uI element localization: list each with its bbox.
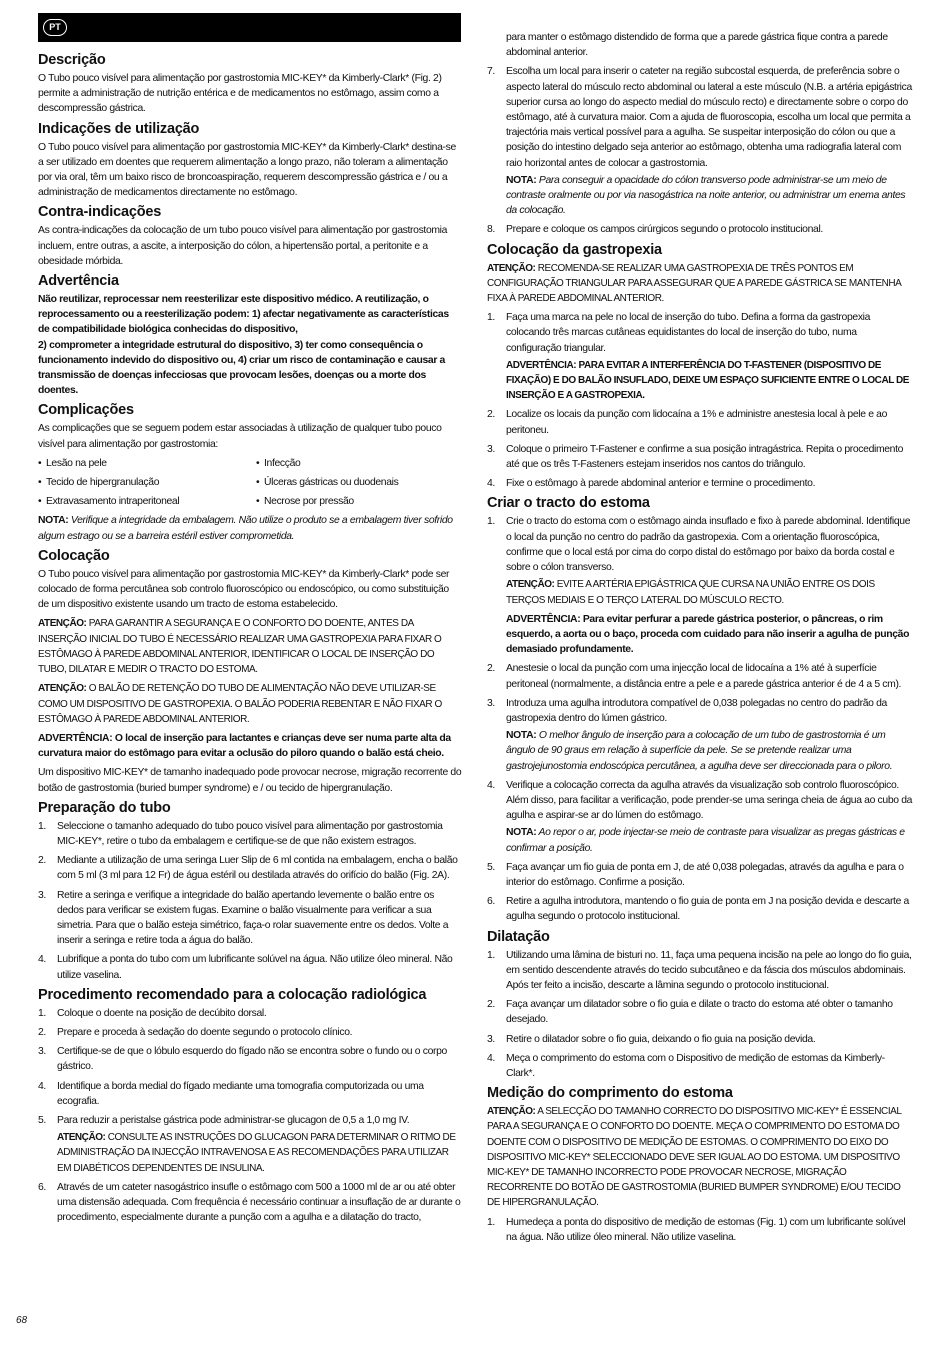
list-item: 3. Retire a seringa e verifique a integridade do balão apertando levemente o balão entre os dedos para verificar se existem fugas. Examine o balão visualmente para verificar a sua simetria. Para que o balão esteja simétrico, faça-o rolar suavemente entre os dedos. Volte a inserir a seringa e retire toda a água do balão.: [38, 889, 449, 947]
tracto-advertencia-1: ADVERTÊNCIA: Para evitar perfurar a parede gástrica posterior, o pâncreas, o rim esquerdo, a aorta ou o baço, proceda com cuidado para não inserir a agulha de punção demasiado profundamente.: [506, 613, 910, 656]
section-title-medicao: Medição do comprimento do estoma: [487, 1085, 733, 1102]
list-item: 4. Identifique a borda medial do fígado mediante uma tomografia computorizada ou uma ecografia.: [38, 1080, 424, 1107]
medicao-list: [487, 1215, 913, 1245]
list-item: 1. Coloque o doente na posição de decúbito dorsal.: [38, 1007, 267, 1019]
section-title-dilatacao: Dilatação: [487, 928, 550, 945]
tracto-nota-3: NOTA: O melhor ângulo de inserção para a colocação de um tubo de gastrostomia é um ângulo de 90 graus em relação à superfície da pele. Se se pretende realizar uma gastrojejunostomia endoscópica percutânea, a agulha deve ser direccionada para o piloro.: [506, 730, 893, 772]
colocacao-text: O Tubo pouco visível para alimentação por gastrostomia MIC-KEY* da Kimberly-Clark* pode ser colocado de forma percutânea sob controlo fluoroscópico ou endoscópico, ou como substituição de um dispositivo existente usando um tracto de estoma estabelecido.: [38, 568, 450, 611]
tracto-atencao-1: ATENÇÃO: EVITE A ARTÉRIA EPIGÁSTRICA QUE CURSA NA UNIÃO ENTRE OS DOIS TERÇOS MEDIAIS E O TERÇO LATERAL DO MÚSCULO RECTO.: [506, 579, 875, 606]
colocacao-atencao-2: ATENÇÃO: O BALÃO DE RETENÇÃO DO TUBO DE ALIMENTAÇÃO NÃO DEVE UTILIZAR-SE COMO UM DISPOSITIVO DE GASTROPEXIA. O BALÃO PODERIA REBENTAR E NÃO FIXAR O ESTÔMAGO À PAREDE ABDOMINAL ANTERIOR.: [38, 683, 442, 725]
list-item: 2. Mediante a utilização de uma seringa Luer Slip de 6 ml contida na embalagem, encha o balão com 5 ml (3 ml para 12 Fr) de água estéril ou destilada através do orifício do balão (Fig. 2A).: [38, 855, 458, 882]
list-item: 6. Retire a agulha introdutora, mantendo o fio guia de ponta em J na posição devida e descarte a agulha segundo o protocolo institucional.: [487, 896, 909, 923]
list-item: 3. Introduza uma agulha introdutora compatível de 0,038 polegadas no centro do padrão da gastropexia dentro do lúmen gástrico. NOTA: O melhor ângulo de inserção para a colocação de um tubo de gastrostomia é um ângulo de 90 graus em relação à superfície da pele. Se se pretende realizar uma gastrojejunostomia endoscópica percutânea, a agulha deve ser direccionada para o piloro.: [487, 696, 913, 774]
list-item: • Infecção: [256, 456, 456, 471]
list-item: 2. Faça avançar um dilatador sobre o fio guia e dilate o tracto do estoma até obter o tamanho desejado.: [487, 999, 893, 1026]
tracto-list: [487, 514, 913, 924]
list-item: • Lesão na pele: [38, 456, 256, 471]
descricao-text: O Tubo pouco visível para alimentação por gastrostomia MIC-KEY* da Kimberly-Clark* (Fig. 2) permite a administração de nutrição entérica e de medicamentos no estômago, assim como a descompressão gástrica.: [38, 73, 442, 115]
list-item: 4. Fixe o estômago à parede abdominal anterior e termine o procedimento.: [487, 478, 816, 490]
list-item: para manter o estômago distendido de forma que a parede gástrica fique contra a parede abdominal anterior.: [506, 32, 888, 59]
list-item: 4. Lubrifique a ponta do tubo com um lubrificante solúvel na água. Não utilize óleo mineral. Não utilize vaselina.: [38, 954, 453, 981]
medicao-atencao: ATENÇÃO: A SELECÇÃO DO TAMANHO CORRECTO DO DISPOSITIVO MIC-KEY* É ESSENCIAL PARA A SEGURANÇA E O CONFORTO DO DOENTE. MEÇA O COMPRIMENTO DO ESTOMA DO DOENTE COM O DISPOSITIVO DE MEDIÇÃO DE ESTOMAS. O COMPRIMENTO DO EIXO DO DISPOSITIVO MIC-KEY* SELECCIONADO DEVE SER IGUAL AO DO ESTOMA. UM DISPOSITIVO MIC-KEY* DE TAMANHO INCORRECTO PODE PROVOCAR NECROSE, MIGRAÇÃO RECORRENTE DO BOTÃO DE GASTROSTOMIA (BURIED BUMPER SYNDROME) E/OU TECIDO DE HIPERGRANULAÇÃO.: [487, 1106, 902, 1209]
complicacoes-nota: NOTA: Verifique a integridade da embalagem. Não utilize o produto se a embalagem tiver sofrido algum estrago ou se a barreira estéril estiver comprometida.: [38, 515, 453, 542]
section-title-procedimento: Procedimento recomendado para a colocação radiológica: [38, 986, 427, 1003]
complicacoes-intro: As complicações que se seguem podem estar associadas à utilização de qualquer tubo pouco visível para alimentação por gastrostomia:: [38, 423, 442, 450]
page-number: 68: [16, 1315, 28, 1326]
complicacoes-list: [38, 456, 462, 510]
section-title-gastropexia: Colocação da gastropexia: [487, 241, 662, 258]
list-item: 3. Certifique-se de que o lóbulo esquerdo do fígado não se encontra sobre o fundo ou o corpo gástrico.: [38, 1046, 447, 1073]
section-title-indicacoes: Indicações de utilização: [38, 120, 200, 137]
list-item: 1. Humedeça a ponta do dispositivo de medição de estomas (Fig. 1) com um lubrificante solúvel na água. Não utilize óleo mineral. Não utilize vaselina.: [487, 1216, 906, 1243]
language-badge: PT: [43, 19, 67, 36]
procedimento-list: [38, 1006, 462, 1226]
colocacao-text-2: Um dispositivo MIC-KEY* de tamanho inadequado pode provocar necrose, migração recorrente do botão de gastrostomia (buried bumper syndrome) e / ou tecido de hipergranulação.: [38, 767, 462, 794]
list-item: 7. Escolha um local para inserir o cateter na região subcostal esquerda, de preferência sobre o aspecto lateral do músculo recto abdominal ou lateral a este músculo (N.B. a artéria epigástrica superior cursa ao longo do aspecto medial do músculo recto) e directamente sobre o corpo do estômago, até à curvatura maior. Com a ajuda de fluoroscopia, escolha um local que permita a trajectória mais vertical possível para a agulha. Se suspeitar interposição do cólon ou que a posição do intestino delgado seja anterior ao estômago, obtenha uma radiografia lateral com raio horizontal antes de colocar a gastrostomia. NOTA: Para conseguir a opacidade do cólon transverso pode administrar-se um meio de contraste oralmente ou por via nasogástrica na noite anterior, ou administrar um enema antes da colocação.: [487, 64, 913, 218]
procedimento-list-cont: [487, 30, 913, 238]
section-title-colocacao: Colocação: [38, 547, 110, 564]
list-item: • Tecido de hipergranulação: [38, 475, 256, 490]
list-item: 5. Para reduzir a peristalse gástrica pode administrar-se glucagon de 0,5 a 1,0 mg IV. ATENÇÃO: CONSULTE AS INSTRUÇÕES DO GLUCAGON PARA DETERMINAR O RITMO DE ADMINISTRAÇÃO DA INJECÇÃO INTRAVENOSA E AS RECOMENDAÇÕES PARA UTILIZAR EM DIABÉTICOS DEPENDENTES DE INSULINA.: [38, 1113, 462, 1176]
advertencia-text-1: Não reutilizar, reprocessar nem reesterilizar este dispositivo médico. A reutilização, o reprocessamento ou a reesterilização podem: 1) afectar negativamente as características de compatibilidade biológica conhecidas do dispositivo,: [38, 294, 449, 336]
list-item: 3. Retire o dilatador sobre o fio guia, deixando o fio guia na posição devida.: [487, 1033, 816, 1045]
section-title-complicacoes: Complicações: [38, 402, 134, 419]
section-title-contra: Contra-indicações: [38, 204, 162, 221]
list-item: 8. Prepare e coloque os campos cirúrgicos segundo o protocolo institucional.: [487, 224, 823, 236]
gastropexia-atencao: ATENÇÃO: RECOMENDA-SE REALIZAR UMA GASTROPEXIA DE TRÊS PONTOS EM CONFIGURAÇÃO TRIANGULAR PARA ASSEGURAR QUE A PAREDE GÁSTRICA SE MANTENHA FIXA À PAREDE ABDOMINAL ANTERIOR.: [487, 262, 901, 305]
page-header-bar: [38, 13, 461, 42]
preparacao-list: [38, 819, 462, 983]
advertencia-text-2: 2) comprometer a integridade estrutural do dispositivo, 3) ter como consequência o funcionamento indevido do dispositivo ou, 4) criar um risco de contaminação e causar a transmissão de doenças infecciosas que provocam lesões, doenças ou a morte dos doentes.: [38, 339, 445, 397]
section-title-advertencia: Advertência: [38, 273, 119, 290]
section-title-tracto: Criar o tracto do estoma: [487, 495, 650, 512]
colocacao-advertencia: ADVERTÊNCIA: O local de inserção para lactantes e crianças deve ser numa parte alta da curvatura maior do estômago para evitar a oclusão do piloro quando o balão está cheio.: [38, 732, 451, 760]
list-item: 2. Anestesie o local da punção com uma injecção local de lidocaína a 1% até à superfície peritoneal (normalmente, a distância entre a pele e a parede gástrica anterior é de 4 a 5 cm).: [487, 663, 902, 690]
section-title-descricao: Descrição: [38, 52, 106, 68]
list-item: 1. Seleccione o tamanho adequado do tubo pouco visível para alimentação por gastrostomia MIC-KEY*, retire o tubo da embalagem e certifique-se de que não existem estragos.: [38, 820, 443, 847]
dilatacao-list: [487, 948, 913, 1082]
list-item: 4. Meça o comprimento do estoma com o Dispositivo de medição de estomas da Kimberly-Clark*.: [487, 1052, 885, 1079]
list-item: 1. Faça uma marca na pele no local de inserção do tubo. Defina a forma da gastropexia colocando três marcas cutâneas equidistantes do local de inserção do tubo, numa configuração triangular. ADVERTÊNCIA: PARA EVITAR A INTERFERÊNCIA DO T-FASTENER (DISPOSITIVO DE FIXAÇÃO) E DO BALÃO INSUFLADO, DEIXE UM ESPAÇO SUFICIENTE ENTRE O LOCAL DE INSERÇÃO E A GASTROPEXIA.: [487, 310, 913, 403]
list-item: • Úlceras gástricas ou duodenais: [256, 475, 456, 490]
gastropexia-advertencia: ADVERTÊNCIA: PARA EVITAR A INTERFERÊNCIA DO T-FASTENER (DISPOSITIVO DE FIXAÇÃO) E DO BALÃO INSUFLADO, DEIXE UM ESPAÇO SUFICIENTE ENTRE O LOCAL DE INSERÇÃO E A GASTROPEXIA.: [506, 359, 910, 402]
procedimento-nota-7: NOTA: Para conseguir a opacidade do cólon transverso pode administrar-se um meio de contraste oralmente ou por via nasogástrica na noite anterior, ou administrar um enema antes da colocação.: [506, 174, 906, 217]
list-item: 2. Prepare e proceda à sedação do doente segundo o protocolo clínico.: [38, 1026, 353, 1038]
tracto-nota-4: NOTA: Ao repor o ar, pode injectar-se meio de contraste para visualizar as pregas gástricas e confirmar a posição.: [506, 827, 905, 854]
list-item: 5. Faça avançar um fio guia de ponta em J, de até 0,038 polegadas, através da agulha e para o interior do estômago. Confirme a posição.: [487, 861, 904, 888]
colocacao-atencao-1: ATENÇÃO: PARA GARANTIR A SEGURANÇA E O CONFORTO DO DOENTE, ANTES DA INSERÇÃO INICIAL DO TUBO É NECESSÁRIO REALIZAR UMA GASTROPEXIA PARA FIXAR O ESTÔMAGO À PAREDE ABDOMINAL ANTERIOR, IDENTIFICAR O LOCAL DE INSERÇÃO DO TUBO, DILATAR E MEDIR O TRACTO DO ESTOMA.: [38, 618, 442, 676]
list-item: • Extravasamento intraperitoneal: [38, 494, 256, 509]
list-item: 2. Localize os locais da punção com lidocaína a 1% e administre anestesia local à pele e ao peritoneu.: [487, 409, 888, 436]
list-item: 4. Verifique a colocação correcta da agulha através da visualização sob controlo fluoroscópico. Além disso, para facilitar a verificação, pode prender-se uma seringa cheia de água ao cubo da agulha e aspirar-se ar do lúmen do estômago. NOTA: Ao repor o ar, pode injectar-se meio de contraste para visualizar as pregas gástricas e confirmar a posição.: [487, 778, 913, 856]
section-title-preparacao: Preparação do tubo: [38, 799, 171, 816]
gastropexia-list: [487, 310, 913, 491]
list-item: 1. Crie o tracto do estoma com o estômago ainda insuflado e fixo à parede abdominal. Identifique o local da punção no centro do padrão da gastropexia. Com a orientação fluoroscópica, confirme que o local está por cima do corpo distal do estômago por baixo da borda costal e sobre o cólon transverso. ATENÇÃO: EVITE A ARTÉRIA EPIGÁSTRICA QUE CURSA NA UNIÃO ENTRE OS DOIS TERÇOS MEDIAIS E O TERÇO LATERAL DO MÚSCULO RECTO. ADVERTÊNCIA: Para evitar perfurar a parede gástrica posterior, o pâncreas, o rim esquerdo, a aorta ou o baço, proceda com cuidado para não inserir a agulha de punção demasiado profundamente.: [487, 514, 913, 657]
list-item: 1. Utilizando uma lâmina de bisturi no. 11, faça uma pequena incisão na pele ao longo do fio guia, em sentido descendente através do tecido subcutâneo e da fáscia dos músculos abdominais. Após ter feito a incisão, descarte a lâmina segundo o protocolo institucional.: [487, 949, 912, 991]
contra-text: As contra-indicações da colocação de um tubo pouco visível para alimentação por gastrostomia incluem, entre outras, a ascite, a interposição do cólon, a hipertensão portal, a peritonite e a obesidade mórbida.: [38, 225, 448, 267]
list-item: • Necrose por pressão: [256, 494, 456, 509]
left-column: [38, 48, 462, 1229]
indicacoes-text: O Tubo pouco visível para alimentação por gastrostomia MIC-KEY* da Kimberly-Clark* destina-se a ser utilizado em doentes que requerem alimentação a longo prazo, não toleram a alimentação por via oral, têm um baixo risco de broncoaspiração, requerem descompressão gástrica e / ou a administração de medicamentos directamente no estômago.: [38, 141, 456, 199]
list-item: 6. Através de um cateter nasogástrico insufle o estômago com 500 a 1000 ml de ar ou até obter uma distensão adequada. Com frequência é necessário continuar a insuflação de ar durante o procedimento, especialmente durante a punção com a agulha e a dilatação do tracto,: [38, 1181, 461, 1224]
procedimento-atencao-5: ATENÇÃO: CONSULTE AS INSTRUÇÕES DO GLUCAGON PARA DETERMINAR O RITMO DE ADMINISTRAÇÃO DA INJECÇÃO INTRAVENOSA E AS RECOMENDAÇÕES PARA UTILIZAR EM DIABÉTICOS DEPENDENTES DE INSULINA.: [57, 1132, 456, 1174]
list-item: 3. Coloque o primeiro T-Fastener e confirme a sua posição intragástrica. Repita o procedimento até que os três T-Fasteners estejam inseridos nos cantos do triângulo.: [487, 443, 904, 471]
right-column: [487, 30, 913, 1249]
